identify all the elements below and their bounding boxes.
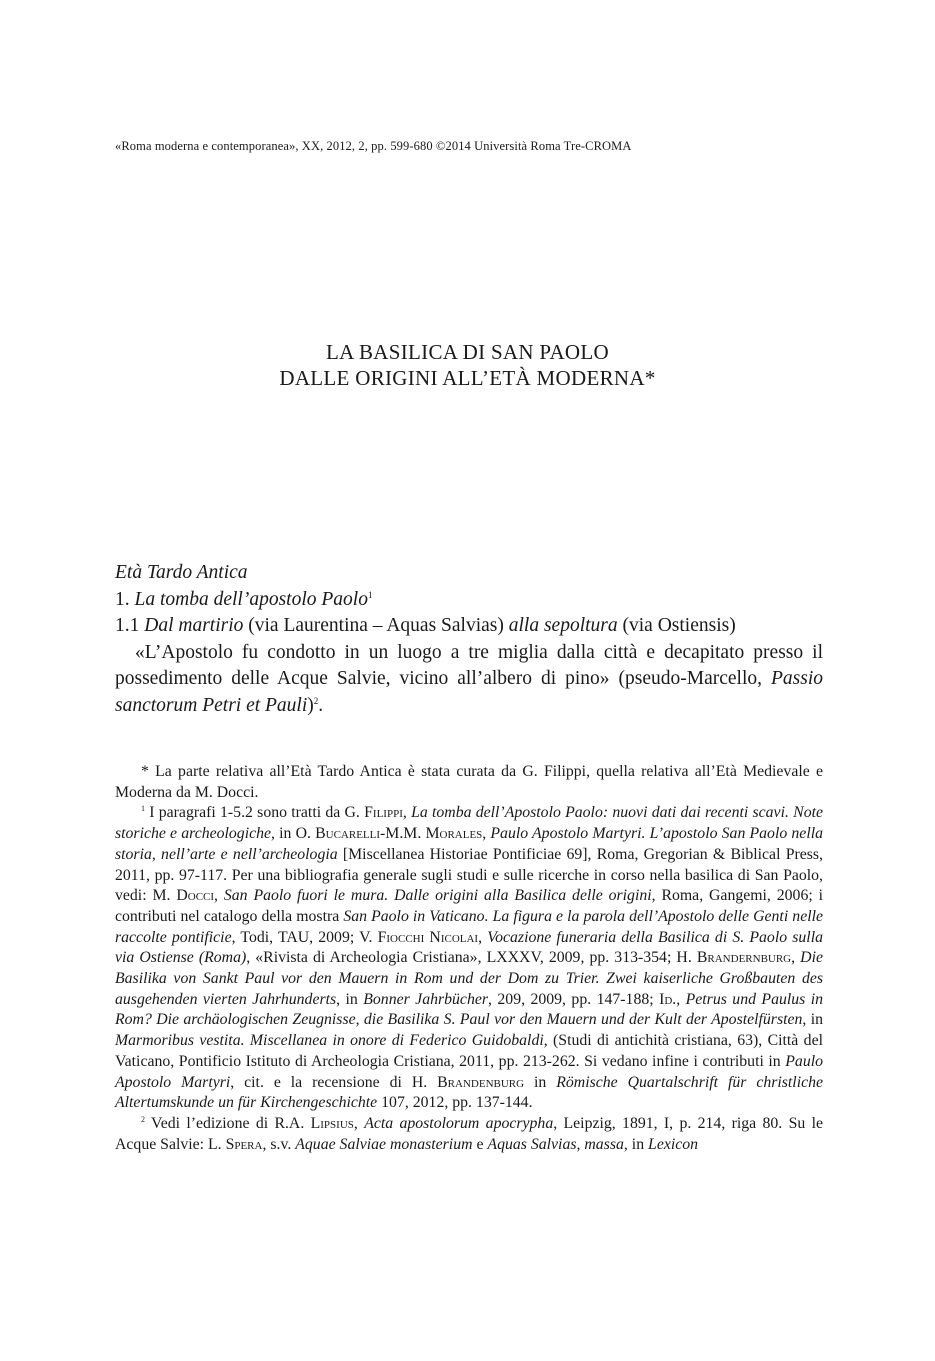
title-line-2: DALLE ORIGINI ALL’ETÀ MODERNA* <box>279 366 656 390</box>
footnote-star: * La parte relativa all’Età Tardo Antica è stata curata da G. Filippi, quella relativa all’Età Medievale e Moderna da M. Docci. <box>115 763 823 801</box>
footnote-1: $^1$ I paragrafi 1-5.2 sono tratti da G. Filippi, La tomba dell’Apostolo Paolo: nuovi dati dai recenti scavi. Note storiche e archeologiche, in O. Bucarelli-M.M. Morales, Paulo Apostolo Martyri. L’apostolo San Paolo nella storia, nell’arte e nell’archeologia [Miscellanea Historiae Pontificiae 69], Roma, Gregorian & Biblical Press, 2011, pp. 97-117. Per una bibliografia generale sugli studi e sulle ricerche in corso nella basilica di San Paolo, vedi: M. Docci, San Paolo fuori le mura. Dalle origini alla Basilica delle origini, Roma, Gangemi, 2006; i contributi nel catalogo della mostra San Paolo in Vaticano. La figura e la parola dell’Apostolo delle Genti nelle raccolte pontificie, Todi, TAU, 2009; V. Fiocchi Nicolai, Vocazione funeraria della Basilica di S. Paolo sulla via Ostiense (Roma), «Rivista di Archeologia Cristiana», LXXXV, 2009, pp. 313-354; H. Brandernburg, Die Basilika von Sankt Paul vor den Mauern in Rom und der Dom zu Trier. Zwei kaiserliche Großbauten des ausgehenden vierten Jahrhunderts, in Bonner Jahrbücher, 209, 2009, pp. 147-188; Id., Petrus und Paulus in Rom? Die archäologischen Zeugnisse, die Basilika S. Paul vor den Mauern und der Kult der Apostelfürsten, in Marmoribus vestita. Miscellanea in onore di Federico Guidobaldi, (Studi di antichità cristiana, 63), Città del Vaticano, Pontificio Istituto di Archeologia Cristiana, 2011, pp. 213-262. Si vedano infine i contributi in Paulo Apostolo Martyri, cit. e la recensione di H. Brandenburg in Römische Quartalschrift für christliche Altertumskunde un für Kirchengeschichte 107, 2012, pp. 137-144. <box>115 804 824 1112</box>
footnote-ref-1[interactable]: 1 <box>367 589 373 600</box>
quote-paragraph: «L’Apostolo fu condotto in un luogo a tre miglia dalla città e decapitato presso il possedimento delle Acque Salvie, vicino all’albero di pino» (pseudo-Marcello, Passio sanctorum Petri et Pauli)$^2$. <box>115 641 823 716</box>
section-heading: Età Tardo Antica <box>115 562 248 583</box>
footnote-2: $^2$ Vedi l’edizione di R.A. Lipsius, Acta apostolorum apocrypha, Leipzig, 1891, I, p. 214, riga 80. Su le Acque Salvie: L. Spera, s.v. Aquae Salviae monasterium e Aquas Salvias, massa, in Lexicon <box>115 1114 823 1153</box>
heading-1: 1. La tomba dell’apostolo Paolo$^1$ <box>115 588 373 610</box>
title-line-1: LA BASILICA DI SAN PAOLO <box>326 340 609 364</box>
main-text <box>115 560 823 720</box>
footnote-ref-2[interactable]: 2 <box>313 695 319 706</box>
heading-1-1: 1.1 Dal martirio (via Laurentina – Aquas Salvias) alla sepoltura (via Ostiensis) <box>115 615 736 637</box>
running-head: «Roma moderna e contemporanea», XX, 2012, 2, pp. 599-680 ©2014 Università Roma Tre-CROMA <box>115 139 632 153</box>
footnotes <box>115 762 823 1155</box>
article-title <box>0 339 935 391</box>
